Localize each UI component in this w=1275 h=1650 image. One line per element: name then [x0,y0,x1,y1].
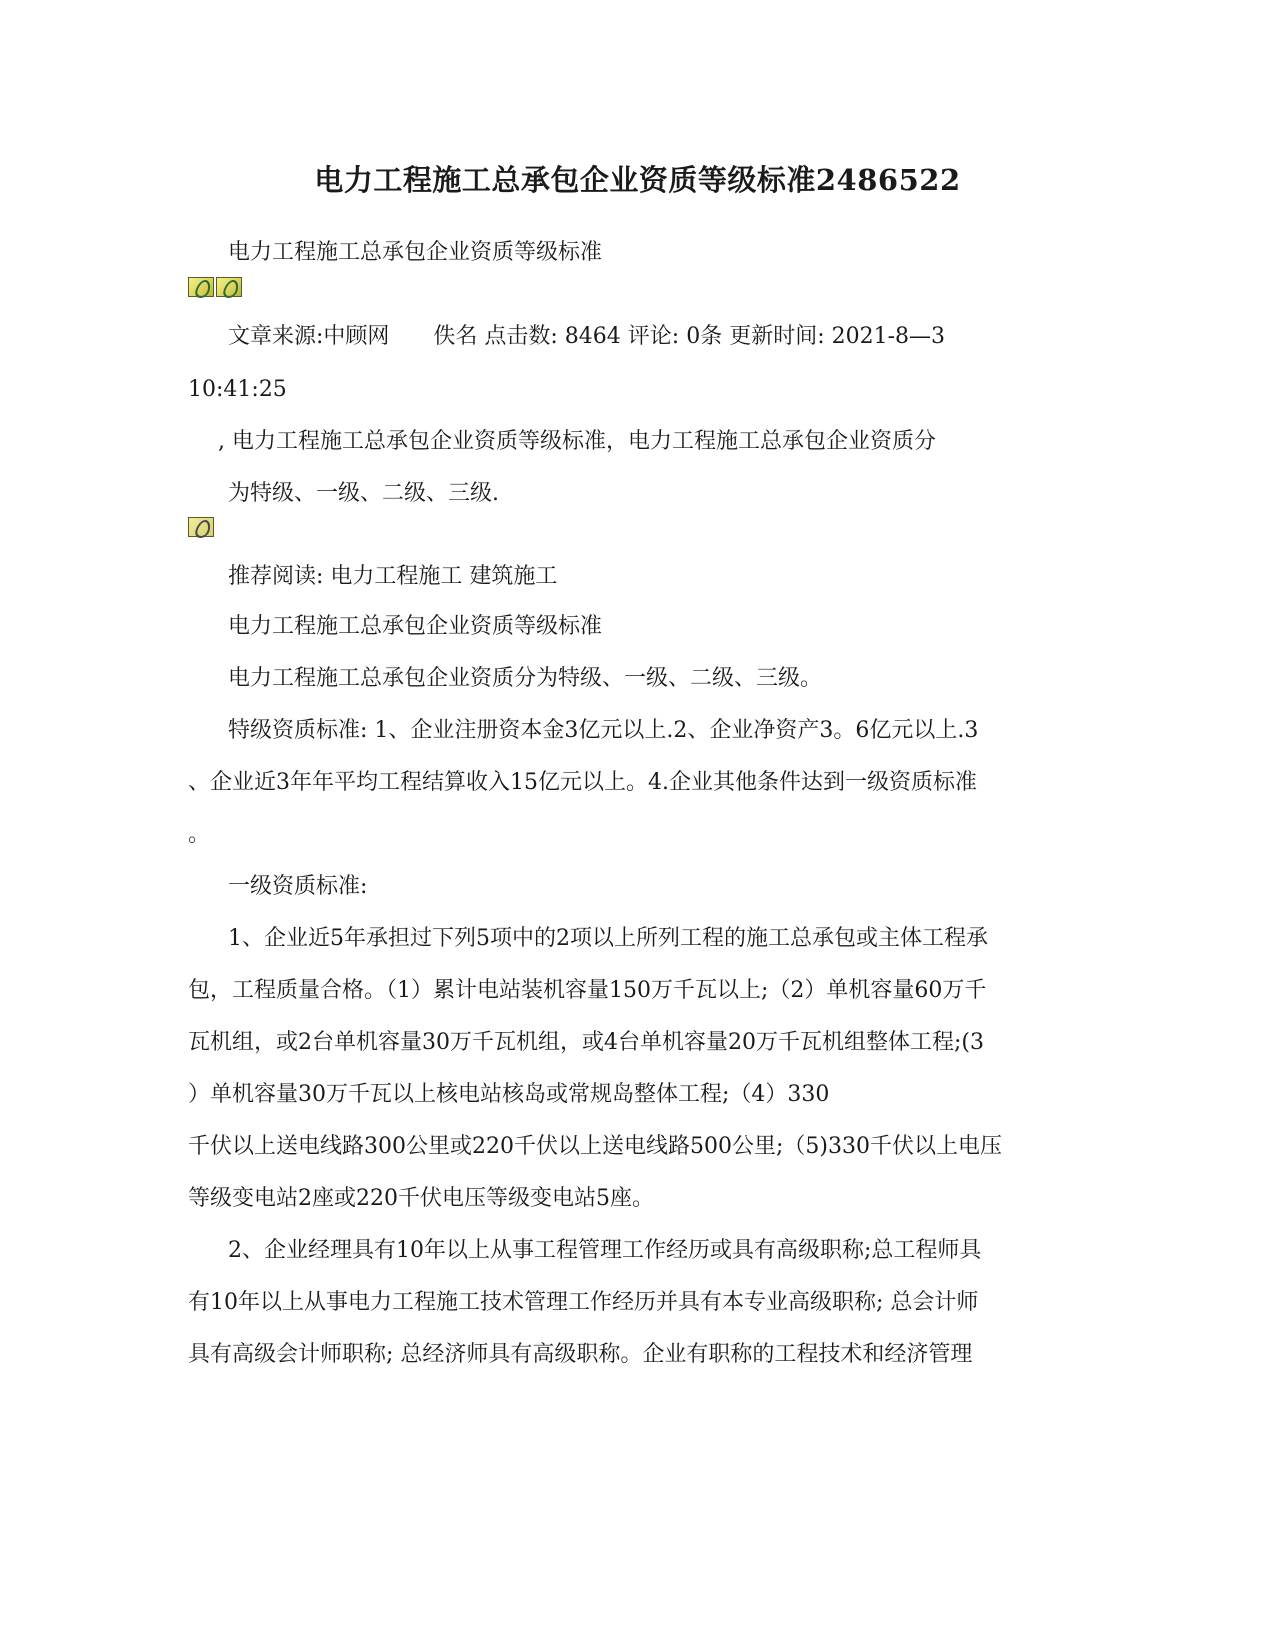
level1-item2-line-3: 具有高级会计师职称; 总经济师具有高级职称。企业有职称的工程技术和经济管理 [188,1342,973,1367]
intro-line-1: , 电力工程施工总承包企业资质等级标准，电力工程施工总承包企业资质分 [218,429,936,454]
document-title: 电力工程施工总承包企业资质等级标准2486522 [314,163,961,197]
section-heading: 电力工程施工总承包企业资质等级标准 [228,614,603,639]
recommend-reading[interactable]: 推荐阅读: 电力工程施工 建筑施工 [228,564,558,589]
level1-item2-line-2: 有10年以上从事电力工程施工技术管理工作经历并具有本专业高级职称; 总会计师 [188,1290,979,1315]
icon-row-mid [188,517,214,537]
special-standard-line-2: 、企业近3年年平均工程结算收入15亿元以上。4.企业其他条件达到一级资质标准 [188,770,977,795]
level1-item1-line-1: 1、企业近5年承担过下列5项中的2项以上所列工程的施工总承包或主体工程承 [228,926,988,951]
article-subtitle: 电力工程施工总承包企业资质等级标准 [228,240,603,265]
icon-row-top [188,277,242,297]
summary-text: 电力工程施工总承包企业资质分为特级、一级、二级、三级。 [228,666,823,691]
level1-item1-line-4: ）单机容量30万千瓦以上核电站核岛或常规岛整体工程;（4）330 [188,1082,830,1107]
intro-line-2: 为特级、一级、二级、三级. [228,481,499,506]
special-standard-line-1: 特级资质标准: 1、企业注册资本金3亿元以上.2、企业净资产3。6亿元以上.3 [228,718,979,743]
link-icon[interactable] [188,517,214,537]
money-icon[interactable] [188,277,214,297]
level1-item2-line-1: 2、企业经理具有10年以上从事工程管理工作经历或具有高级职称;总工程师具 [228,1238,982,1263]
special-standard-line-3: 。 [188,822,211,847]
article-meta-time: 10:41:25 [188,377,287,402]
money-icon[interactable] [216,277,242,297]
level1-item1-line-6: 等级变电站2座或220千伏电压等级变电站5座。 [188,1186,654,1211]
level1-item1-line-5: 千伏以上送电线路300公里或220千伏以上送电线路500公里;（5)330千伏以上电压 [188,1134,1002,1159]
level1-item1-line-3: 瓦机组，或2台单机容量30万千瓦机组，或4台单机容量20万千瓦机组整体工程;(3 [188,1030,984,1055]
level1-heading: 一级资质标准: [228,874,368,899]
article-meta: 文章来源:中顾网 佚名 点击数: 8464 评论: 0条 更新时间: 2021-8—3 [228,324,946,349]
level1-item1-line-2: 包，工程质量合格。（1）累计电站装机容量150万千瓦以上;（2）单机容量60万千 [188,978,987,1003]
